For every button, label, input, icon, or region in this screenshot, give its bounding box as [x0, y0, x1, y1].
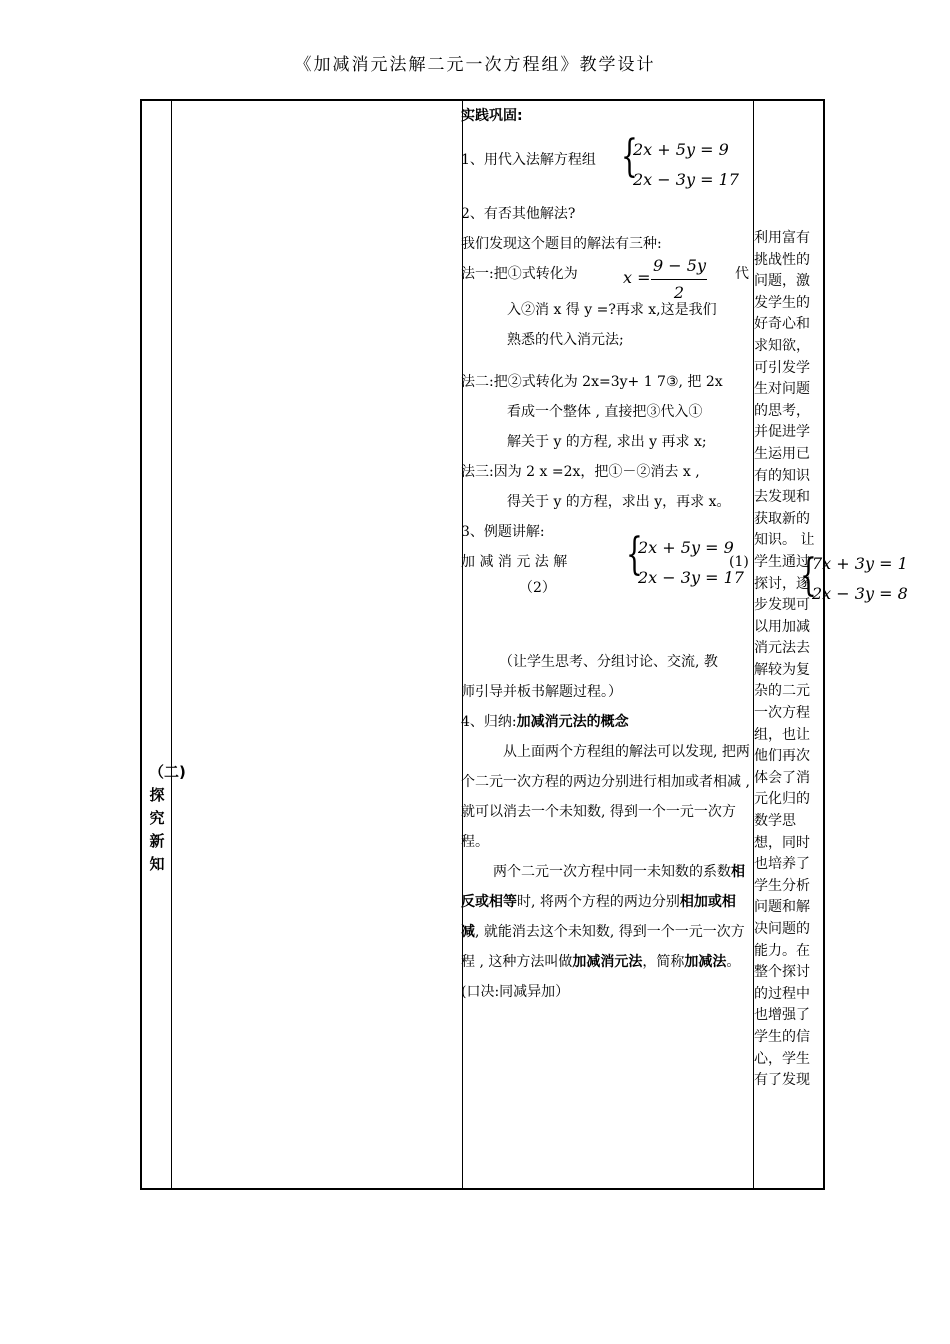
section-label: （二)探究新知	[149, 763, 186, 873]
method-3: 法三:因为 2 x =2x，把①－②消去 x ,	[461, 464, 700, 480]
equation: 2x − 3y = 17	[633, 170, 739, 189]
para-text: , 就能消去这个未知数, 得到一个一元一次方程 , 这种方法叫做	[461, 924, 745, 970]
brace-icon: {	[626, 529, 643, 580]
brace-icon: {	[800, 550, 817, 601]
equation: 2x − 3y = 17	[638, 568, 744, 587]
method-2-line3: 解关于 y 的方程, 求出 y 再求 x;	[507, 434, 707, 450]
equation-mark-1: (1)	[729, 554, 749, 570]
para-text: 两个二元一次方程中同一未知数的系数	[493, 864, 731, 880]
item-4-heading: 加减消元法的概念	[516, 714, 629, 730]
example-label: 加 减 消 元 法 解	[461, 554, 568, 570]
bold-term: 加减法	[684, 954, 727, 970]
equation-mark-2: （2）	[519, 580, 556, 596]
bold-term: 相加或相减	[461, 894, 736, 940]
column-divider	[171, 101, 172, 1188]
fraction	[651, 253, 707, 306]
content-column	[461, 99, 753, 1007]
method-2: 法二:把②式转化为 2x=3y+ 1 7③, 把 2x	[461, 374, 723, 390]
item-4	[461, 707, 753, 737]
discussion-line2: 师引导并板书解题过程。）	[461, 684, 622, 700]
equation: 2x + 5y = 9	[638, 538, 734, 557]
method-1	[461, 256, 753, 302]
item-1	[461, 131, 753, 191]
equation: 2x − 3y = 8	[812, 584, 908, 603]
method-1-line2: 入②消 x 得 y =?再求 x,这是我们	[507, 302, 717, 318]
found-text: 我们发现这个题目的解法有三种:	[461, 236, 662, 252]
method-1-line3: 熟悉的代入消元法;	[507, 332, 624, 348]
method-1-tail: 代	[735, 266, 749, 282]
item-1-text: 1、用代入法解方程组	[461, 152, 596, 168]
summary-paragraph-1: 从上面两个方程组的解法可以发现, 把两个二元一次方程的两边分别进行相加或者相减 , 就可以消去一个未知数, 得到一个一元一次方程。	[461, 744, 750, 850]
item-2: 2、有否其他解法?	[461, 206, 576, 222]
para-text: 。(口决:同减异加）	[461, 954, 741, 1000]
method-3-line2: 得关于 y 的方程，求出 y，再求 x。	[507, 494, 731, 510]
para-text: 时, 将两个方程的两边分别	[517, 894, 680, 910]
item-3: 3、例题讲解:	[461, 524, 545, 540]
bold-term: 加减消元法	[572, 954, 643, 970]
fraction-numerator: 9 − 5y	[651, 253, 707, 280]
fraction-denominator: 2	[673, 283, 685, 302]
bold-term: 相反或相等	[461, 864, 745, 910]
method-2-line2: 看成一个整体 , 直接把③代入①	[507, 404, 703, 420]
section-title: 实践巩固:	[461, 108, 523, 124]
equation: 7x + 3y = 1	[812, 554, 908, 573]
item-4-prefix: 4、归纳:	[461, 714, 517, 730]
discussion-line1: （让学生思考、分组讨论、交流, 教	[499, 654, 718, 670]
fraction-lhs: x =	[623, 268, 651, 287]
remarks-column: 利用富有挑战性的问题，激发学生的好奇心和求知欲，可引发学生对问题的思考，并促进学生运用已有的知识去发现和获取新的知识。 让学生通过探讨，逐步发现可以用加减消元法去解较为复杂的二元一次方程组，也让他们再次体会了消元化归的数学思想，同时也培养了学生分析问题和解决问题的能力。在整个探讨的过程中也增强了学生的信心，学生有了发现	[754, 230, 815, 1089]
method-1-text: 法一:把①式转化为	[461, 266, 578, 282]
brace-icon: {	[621, 131, 638, 182]
equation: 2x + 5y = 9	[633, 140, 729, 159]
para-text: ，简称	[642, 954, 685, 970]
summary-paragraph-2	[461, 857, 753, 1007]
document-header: 《加减消元法解二元一次方程组》教学设计	[294, 55, 656, 75]
